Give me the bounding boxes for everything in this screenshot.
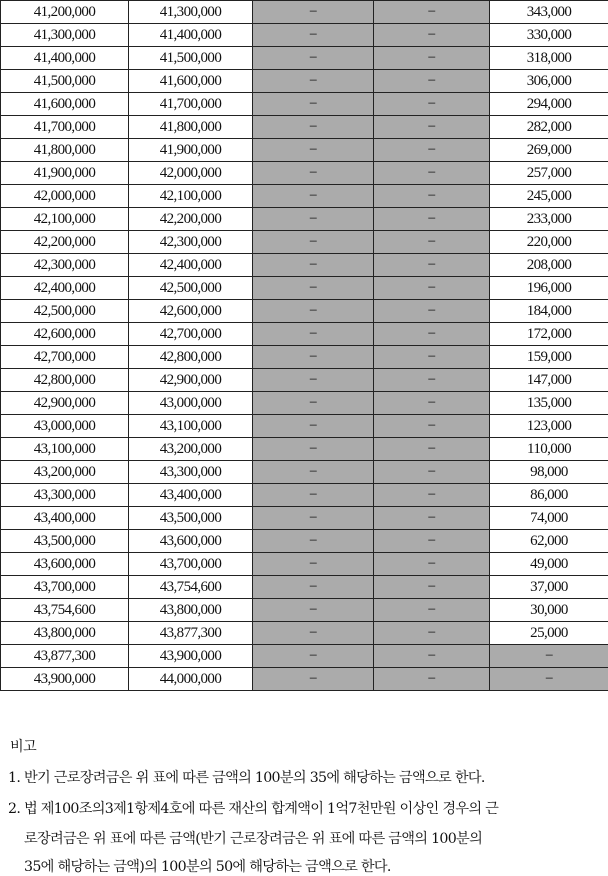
table-row	[1, 70, 608, 93]
table-cell: 42,600,000	[129, 300, 253, 323]
note-item-2-line-3: 35에 해당하는 금액)의 100분의 50에 해당하는 금액으로 한다.	[24, 856, 391, 876]
table-cell: 42,100,000	[129, 185, 253, 208]
table-cell: 25,000	[490, 622, 608, 645]
table-cell: 41,800,000	[1, 139, 129, 162]
table-cell: 43,200,000	[129, 438, 253, 461]
table-cell: −	[490, 668, 608, 691]
table-cell: −	[490, 645, 608, 668]
table-cell: 41,700,000	[1, 116, 129, 139]
table-cell: 43,500,000	[129, 507, 253, 530]
table-cell: 43,300,000	[129, 461, 253, 484]
table-row	[1, 645, 608, 668]
table-cell: 306,000	[490, 70, 608, 93]
table-cell: 43,800,000	[1, 622, 129, 645]
table-cell: −	[374, 553, 490, 576]
table-cell: 42,800,000	[129, 346, 253, 369]
table-cell: 41,300,000	[129, 1, 253, 24]
table-cell: 41,700,000	[129, 93, 253, 116]
table-cell: 42,500,000	[1, 300, 129, 323]
table-cell: 220,000	[490, 231, 608, 254]
table-row	[1, 530, 608, 553]
table-cell: −	[374, 392, 490, 415]
table-cell: −	[374, 277, 490, 300]
table-cell: −	[374, 139, 490, 162]
table-cell: −	[374, 507, 490, 530]
note-item-1: 1. 반기 근로장려금은 위 표에 따른 금액의 100분의 35에 해당하는 금액으로 한다.	[8, 767, 485, 787]
table-cell: 42,800,000	[1, 369, 129, 392]
table-cell: −	[374, 645, 490, 668]
table-cell: 42,200,000	[129, 208, 253, 231]
table-cell: −	[253, 231, 374, 254]
table-cell: −	[374, 47, 490, 70]
table-row	[1, 346, 608, 369]
table-cell: −	[374, 461, 490, 484]
table-cell: 269,000	[490, 139, 608, 162]
table-cell: −	[253, 599, 374, 622]
table-row	[1, 208, 608, 231]
table-cell: −	[374, 1, 490, 24]
table-cell: −	[253, 461, 374, 484]
table-row	[1, 553, 608, 576]
table-cell: 42,000,000	[129, 162, 253, 185]
table-row	[1, 622, 608, 645]
table-cell: −	[253, 346, 374, 369]
table-row	[1, 461, 608, 484]
table-cell: −	[253, 116, 374, 139]
table-cell: 43,400,000	[129, 484, 253, 507]
table-cell: −	[253, 93, 374, 116]
table-cell: −	[374, 185, 490, 208]
table-cell: −	[253, 1, 374, 24]
table-cell: 41,900,000	[129, 139, 253, 162]
table-cell: −	[253, 254, 374, 277]
table-cell: 43,200,000	[1, 461, 129, 484]
table-cell: 43,400,000	[1, 507, 129, 530]
table-cell: 86,000	[490, 484, 608, 507]
table-cell: 43,700,000	[1, 576, 129, 599]
table-cell: −	[374, 93, 490, 116]
table-cell: 43,754,600	[129, 576, 253, 599]
table-cell: −	[374, 24, 490, 47]
table-row	[1, 139, 608, 162]
table-cell: −	[374, 208, 490, 231]
table-cell: −	[374, 530, 490, 553]
table-row	[1, 599, 608, 622]
table-cell: −	[374, 254, 490, 277]
table-cell: −	[253, 208, 374, 231]
table-cell: 159,000	[490, 346, 608, 369]
table-cell: −	[253, 277, 374, 300]
table-cell: 30,000	[490, 599, 608, 622]
table-row	[1, 1, 608, 24]
table-cell: 41,200,000	[1, 1, 129, 24]
table-cell: 43,800,000	[129, 599, 253, 622]
table-cell: −	[374, 231, 490, 254]
table-cell: 147,000	[490, 369, 608, 392]
table-cell: 42,500,000	[129, 277, 253, 300]
table-cell: 208,000	[490, 254, 608, 277]
table-cell: −	[374, 346, 490, 369]
table-cell: 42,300,000	[1, 254, 129, 277]
table-cell: −	[253, 323, 374, 346]
table-row	[1, 162, 608, 185]
table-cell: −	[374, 484, 490, 507]
table-cell: −	[253, 576, 374, 599]
table-cell: 43,900,000	[129, 645, 253, 668]
table-row	[1, 93, 608, 116]
table-cell: 74,000	[490, 507, 608, 530]
table-cell: 43,300,000	[1, 484, 129, 507]
table-cell: 43,100,000	[1, 438, 129, 461]
table-cell: 294,000	[490, 93, 608, 116]
table-row	[1, 576, 608, 599]
table-cell: −	[253, 24, 374, 47]
note-item-2-line-2: 로장려금은 위 표에 따른 금액(반기 근로장려금은 위 표에 따른 금액의 100분의	[24, 828, 482, 848]
table-cell: 43,600,000	[129, 530, 253, 553]
table-row	[1, 47, 608, 70]
table-cell: 318,000	[490, 47, 608, 70]
table-row	[1, 323, 608, 346]
table-cell: −	[374, 622, 490, 645]
table-cell: −	[374, 300, 490, 323]
table-cell: −	[253, 392, 374, 415]
table-cell: 42,400,000	[1, 277, 129, 300]
table-cell: −	[374, 116, 490, 139]
table-cell: 330,000	[490, 24, 608, 47]
table-cell: 49,000	[490, 553, 608, 576]
table-cell: 43,700,000	[129, 553, 253, 576]
table-cell: 41,300,000	[1, 24, 129, 47]
table-cell: 42,000,000	[1, 185, 129, 208]
table-row	[1, 231, 608, 254]
table-cell: 110,000	[490, 438, 608, 461]
table-cell: 43,754,600	[1, 599, 129, 622]
table-cell: −	[253, 185, 374, 208]
table-cell: 41,500,000	[1, 70, 129, 93]
table-cell: 98,000	[490, 461, 608, 484]
table-row	[1, 484, 608, 507]
table-cell: 184,000	[490, 300, 608, 323]
table-cell: 62,000	[490, 530, 608, 553]
table-row	[1, 185, 608, 208]
note-item-2-line-1: 2. 법 제100조의3제1항제4호에 따른 재산의 합계액이 1억7천만원 이상인 경우의 근	[8, 798, 498, 818]
table-cell: 44,000,000	[129, 668, 253, 691]
table-cell: −	[253, 70, 374, 93]
table-cell: 42,200,000	[1, 231, 129, 254]
table-row	[1, 668, 608, 691]
table-cell: 41,400,000	[129, 24, 253, 47]
table-cell: 196,000	[490, 277, 608, 300]
table-cell: 172,000	[490, 323, 608, 346]
table-cell: −	[374, 70, 490, 93]
table-row	[1, 254, 608, 277]
table-cell: −	[374, 323, 490, 346]
table-cell: 42,100,000	[1, 208, 129, 231]
table-cell: 42,900,000	[1, 392, 129, 415]
table-cell: 123,000	[490, 415, 608, 438]
table-row	[1, 116, 608, 139]
table-cell: −	[374, 415, 490, 438]
table-body	[1, 1, 608, 691]
table-cell: 42,600,000	[1, 323, 129, 346]
table-cell: −	[374, 369, 490, 392]
table-cell: 245,000	[490, 185, 608, 208]
table-row	[1, 438, 608, 461]
table-cell: −	[374, 162, 490, 185]
table-cell: −	[374, 438, 490, 461]
table-cell: −	[253, 369, 374, 392]
table-cell: 233,000	[490, 208, 608, 231]
table-cell: −	[253, 300, 374, 323]
table-cell: 43,000,000	[129, 392, 253, 415]
table-cell: −	[253, 553, 374, 576]
table-cell: −	[253, 530, 374, 553]
table-row	[1, 415, 608, 438]
table-cell: −	[253, 47, 374, 70]
table-cell: 282,000	[490, 116, 608, 139]
table-cell: 43,500,000	[1, 530, 129, 553]
table-cell: 41,600,000	[1, 93, 129, 116]
table-cell: −	[253, 139, 374, 162]
table-cell: −	[374, 576, 490, 599]
table-cell: 41,800,000	[129, 116, 253, 139]
table-cell: −	[253, 484, 374, 507]
table-row	[1, 24, 608, 47]
table-row	[1, 507, 608, 530]
table-cell: −	[374, 668, 490, 691]
table-cell: 43,600,000	[1, 553, 129, 576]
table-cell: 257,000	[490, 162, 608, 185]
table-cell: 42,700,000	[1, 346, 129, 369]
table-cell: 42,900,000	[129, 369, 253, 392]
notes-heading: 비고	[10, 736, 36, 756]
table-cell: 43,000,000	[1, 415, 129, 438]
table-cell: −	[253, 415, 374, 438]
table-row	[1, 300, 608, 323]
table-cell: 37,000	[490, 576, 608, 599]
table-cell: 43,100,000	[129, 415, 253, 438]
table-cell: −	[253, 622, 374, 645]
table-cell: −	[253, 668, 374, 691]
table-cell: −	[253, 438, 374, 461]
table-cell: 42,700,000	[129, 323, 253, 346]
table-cell: 343,000	[490, 1, 608, 24]
table-row	[1, 277, 608, 300]
table-cell: 42,400,000	[129, 254, 253, 277]
table-cell: −	[253, 507, 374, 530]
table-cell: 41,900,000	[1, 162, 129, 185]
table-cell: −	[253, 162, 374, 185]
table-cell: 135,000	[490, 392, 608, 415]
table-cell: 41,400,000	[1, 47, 129, 70]
table-cell: −	[253, 645, 374, 668]
table-cell: 43,877,300	[1, 645, 129, 668]
table-cell: 41,600,000	[129, 70, 253, 93]
table-cell: 41,500,000	[129, 47, 253, 70]
table-cell: 43,877,300	[129, 622, 253, 645]
table-row	[1, 369, 608, 392]
table-cell: −	[374, 599, 490, 622]
table-row	[1, 392, 608, 415]
table-cell: 42,300,000	[129, 231, 253, 254]
table-cell: 43,900,000	[1, 668, 129, 691]
